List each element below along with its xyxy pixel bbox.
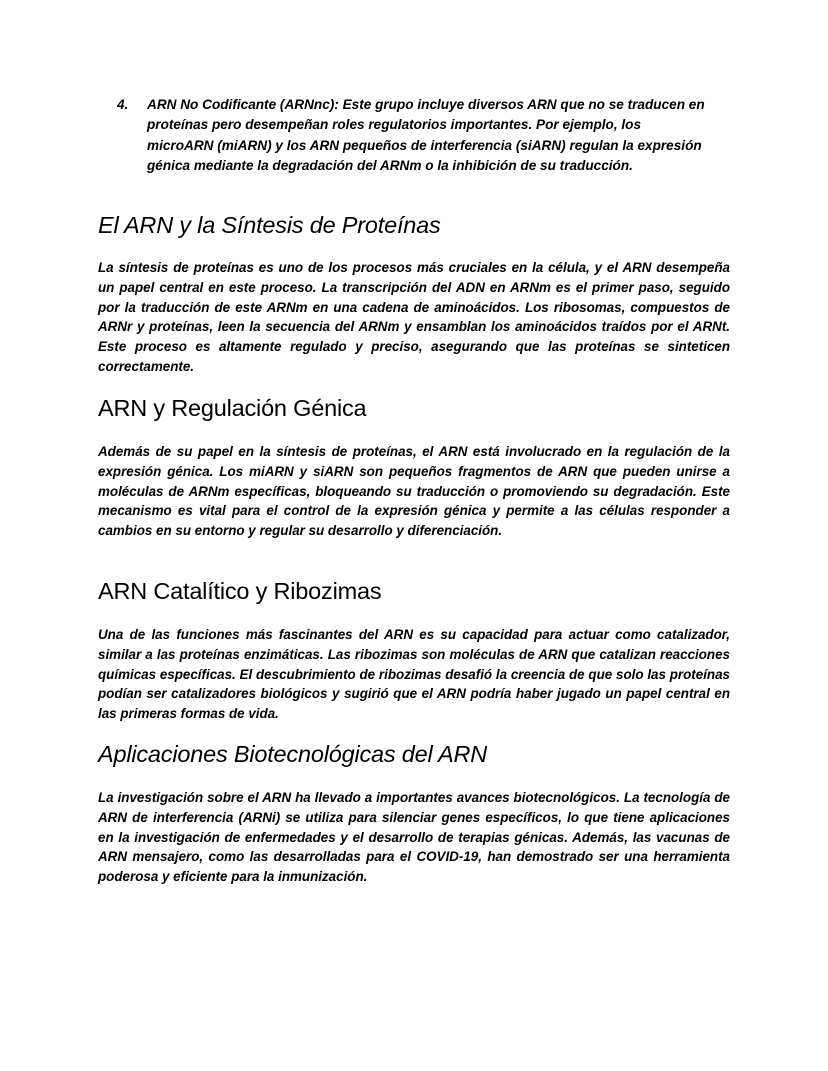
section-body-aplicaciones: La investigación sobre el ARN ha llevado a importantes avances biotecnológicos. La tecnología de ARN de interferencia (ARNi) se utiliza para silenciar genes específicos, lo que tiene aplicaciones en la investigación de enfermedades y el desarrollo de terapias génicas. Además, las vacunas de ARN mensajero, como las desarrolladas para el COVID-19, han demostrado ser una herramienta poderosa y eficiente para la inmunización. xyxy=(98,790,730,885)
list-number: 4. xyxy=(117,97,129,112)
section-heading-regulacion: ARN y Regulación Génica xyxy=(98,395,367,421)
section-heading-ribozimas: ARN Catalítico y Ribozimas xyxy=(98,578,382,604)
list-item-text: ARN No Codificante (ARNnc): Este grupo incluye diversos ARN que no se traducen en proteínas pero desempeñan roles regulatorios importantes. Por ejemplo, los microARN (miARN) y los ARN pequeños de interferencia (siARN) regulan la expresión génica mediante la degradación del ARNm o la inhibición de su traducción. xyxy=(147,97,705,173)
section-heading-sintesis: El ARN y la Síntesis de Proteínas xyxy=(98,212,441,238)
section-heading-aplicaciones: Aplicaciones Biotecnológicas del ARN xyxy=(98,741,488,767)
section-body-regulacion: Además de su papel en la síntesis de proteínas, el ARN está involucrado en la regulación de la expresión génica. Los miARN y siARN son pequeños fragmentos de ARN que pueden unirse a moléculas de ARNm específicas, bloqueando su traducción o promoviendo su degradación. Este mecanismo es vital para el control de la expresión génica y permite a las células responder a cambios en su entorno y regular su desarrollo y diferenciación. xyxy=(98,444,730,539)
list-item-arn-no-codificante xyxy=(117,95,707,176)
section-body-ribozimas: Una de las funciones más fascinantes del ARN es su capacidad para actuar como catalizador, similar a las proteínas enzimáticas. Las ribozimas son moléculas de ARN que catalizan reacciones químicas específicas. El descubrimiento de ribozimas desafió la creencia de que solo las proteínas podían ser catalizadores biológicos y sugirió que el ARN podría haber jugado un papel central en las primeras formas de vida. xyxy=(98,627,730,722)
section-body-sintesis: La síntesis de proteínas es uno de los procesos más cruciales en la célula, y el ARN desempeña un papel central en este proceso. La transcripción del ADN en ARNm es el primer paso, seguido por la traducción de este ARNm en una cadena de aminoácidos. Los ribosomas, compuestos de ARNr y proteínas, leen la secuencia del ARNm y ensamblan los aminoácidos traídos por el ARNt. Este proceso es altamente regulado y preciso, asegurando que las proteínas se sinteticen correctamente. xyxy=(98,260,730,374)
